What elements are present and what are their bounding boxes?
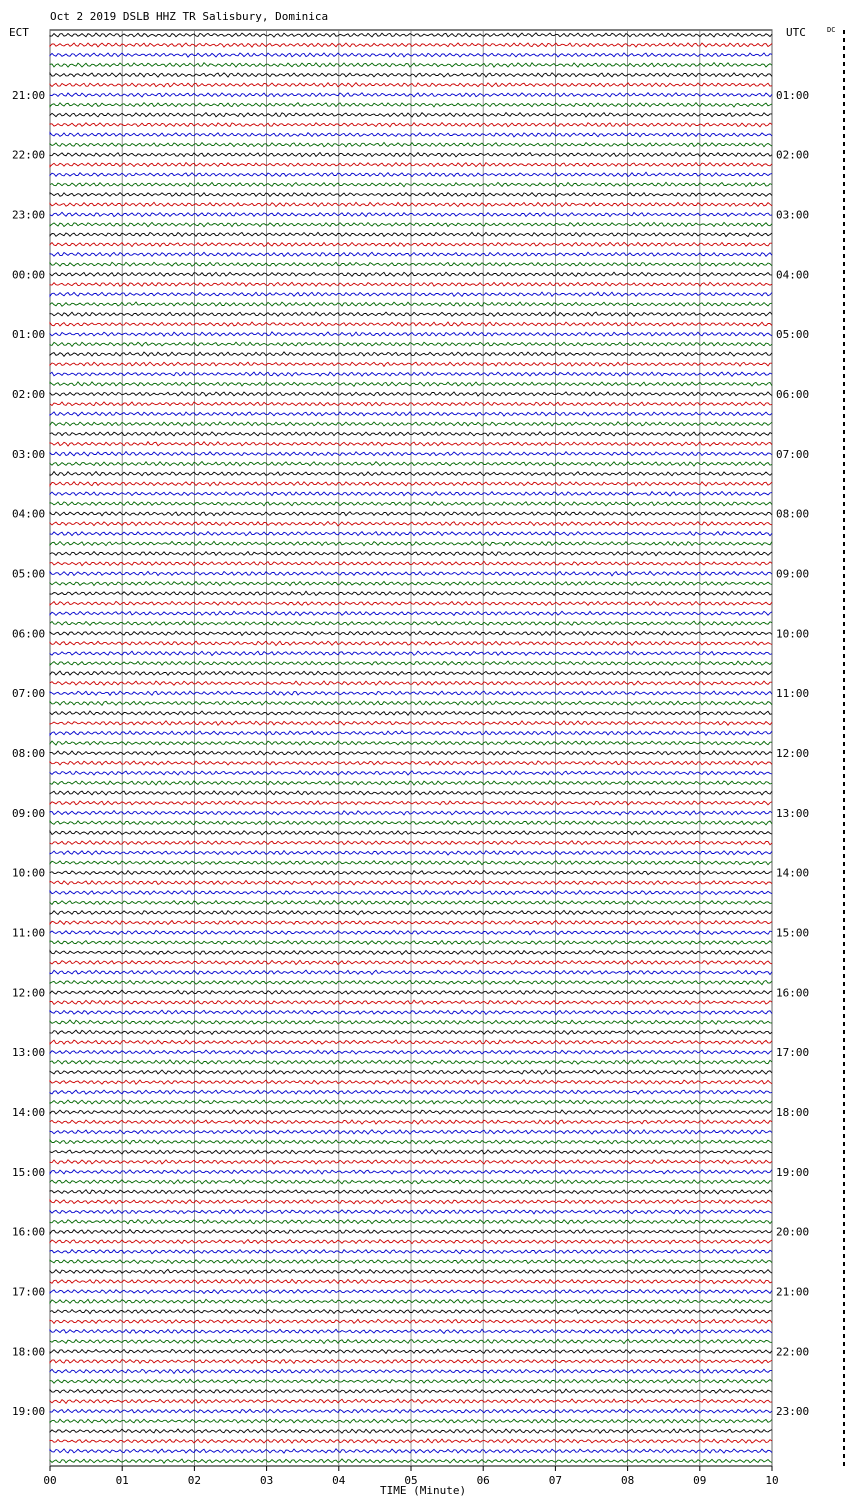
right-hour-label: 13:00 xyxy=(776,806,810,820)
right-hour-label: 19:00 xyxy=(776,1165,810,1179)
x-tick-label: 01 xyxy=(115,1474,129,1487)
left-hour-label: 03:00 xyxy=(12,447,46,461)
right-hour-label: 22:00 xyxy=(776,1345,810,1359)
left-hour-label: 11:00 xyxy=(12,926,46,940)
right-hour-label: 18:00 xyxy=(776,1106,810,1119)
right-hour-label: 07:00 xyxy=(776,447,810,461)
left-hour-label: 08:00 xyxy=(12,747,46,760)
right-hour-label: 23:00 xyxy=(776,1405,810,1419)
right-hour-label: 01:00 xyxy=(776,88,810,102)
left-hour-label: 19:00 xyxy=(12,1405,46,1419)
left-hour-label: 12:00 xyxy=(12,986,46,1000)
right-hour-label: 20:00 xyxy=(776,1225,810,1239)
x-tick-label: 10 xyxy=(765,1474,779,1487)
left-hour-label: 10:00 xyxy=(12,866,46,880)
right-hour-label: 17:00 xyxy=(776,1046,810,1060)
right-hour-label: 02:00 xyxy=(776,148,810,162)
right-hour-label: 21:00 xyxy=(776,1285,810,1299)
x-axis-title: TIME (Minute) xyxy=(380,1484,467,1497)
right-timezone-label: UTC xyxy=(786,26,806,39)
dc-label: DC xyxy=(827,26,836,34)
right-hour-label: 11:00 xyxy=(776,687,810,701)
left-hour-label: 01:00 xyxy=(12,328,46,342)
left-hour-label: 13:00 xyxy=(12,1046,46,1060)
left-hour-label: 09:00 xyxy=(12,806,46,820)
x-tick-label: 04 xyxy=(332,1474,346,1487)
right-hour-label: 12:00 xyxy=(776,747,810,760)
right-hour-label: 06:00 xyxy=(776,388,810,401)
left-hour-label: 05:00 xyxy=(12,567,46,581)
chart-title: Oct 2 2019 DSLB HHZ TR Salisbury, Dominica xyxy=(50,10,329,23)
right-hour-label: 09:00 xyxy=(776,567,810,581)
right-hour-label: 04:00 xyxy=(776,268,810,282)
left-timezone-label: ECT xyxy=(9,26,29,39)
left-hour-label: 00:00 xyxy=(12,268,46,282)
x-tick-label: 09 xyxy=(693,1474,707,1487)
left-hour-labels xyxy=(12,89,45,1418)
x-tick-label: 00 xyxy=(43,1474,57,1487)
right-hour-label: 15:00 xyxy=(776,926,810,940)
left-hour-label: 14:00 xyxy=(12,1106,46,1119)
right-hour-label: 08:00 xyxy=(776,507,810,521)
left-hour-label: 22:00 xyxy=(12,148,46,162)
x-tick-label: 08 xyxy=(620,1474,635,1487)
x-tick-label: 02 xyxy=(187,1474,202,1487)
right-hour-label: 14:00 xyxy=(776,866,810,880)
x-tick-label: 06 xyxy=(476,1474,490,1487)
left-hour-label: 07:00 xyxy=(12,687,46,701)
right-hour-label: 10:00 xyxy=(776,627,810,641)
left-hour-label: 04:00 xyxy=(12,507,46,521)
left-hour-label: 21:00 xyxy=(12,88,46,102)
x-tick-label: 07 xyxy=(548,1474,563,1487)
left-hour-label: 02:00 xyxy=(12,388,46,401)
left-hour-label: 23:00 xyxy=(12,208,46,222)
right-hour-labels xyxy=(776,89,809,1418)
x-tick-label: 05 xyxy=(404,1474,418,1487)
right-hour-label: 03:00 xyxy=(776,208,810,222)
left-hour-label: 18:00 xyxy=(12,1345,46,1359)
right-hour-label: 16:00 xyxy=(776,986,810,1000)
left-hour-label: 15:00 xyxy=(12,1165,46,1179)
left-hour-label: 16:00 xyxy=(12,1225,46,1239)
right-hour-label: 05:00 xyxy=(776,328,810,342)
left-hour-label: 17:00 xyxy=(12,1285,46,1299)
x-tick-label: 03 xyxy=(259,1474,274,1487)
left-hour-label: 06:00 xyxy=(12,627,46,641)
